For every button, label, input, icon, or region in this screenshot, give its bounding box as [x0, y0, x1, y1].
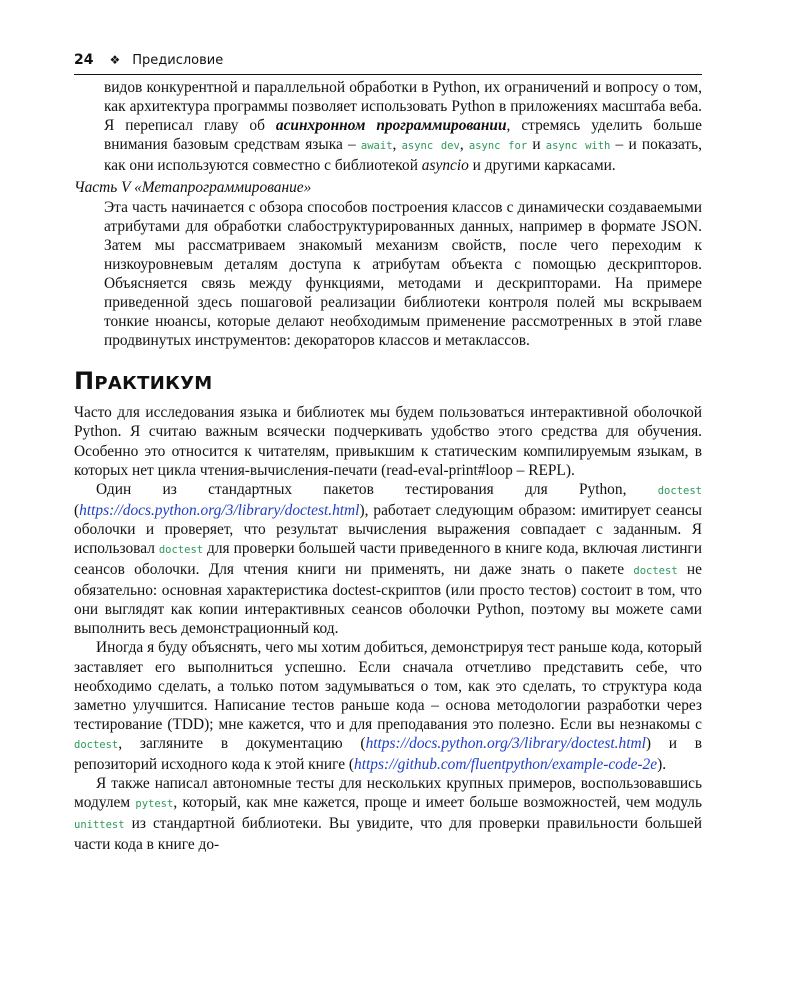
text-run: видов конкурентной и параллельной обработки в Python, их ограничений и вопросу о том, как архитектура программы позволяет использовать Python в приложениях масштаба веба. Я переписал главу об — [104, 79, 702, 135]
inline-code: await — [360, 140, 393, 153]
inline-code: async with — [545, 140, 611, 153]
text-run: ( — [74, 501, 80, 519]
part5-title: Часть V «Метапрограммирование» — [74, 179, 312, 197]
text-run: и другими каркасами. — [468, 157, 616, 175]
text-run: , загляните в документацию ( — [118, 734, 366, 752]
running-title: Предисловие — [132, 53, 224, 69]
text-run: , — [459, 136, 469, 154]
emphasis-term: асинхронном программировании — [275, 117, 507, 135]
text-run: ). — [657, 756, 667, 773]
inline-code: async for — [468, 140, 528, 153]
page-number: 24 — [74, 52, 94, 69]
running-header — [74, 50, 702, 72]
repository-link[interactable]: https://github.com/fluentpython/example-code-2e — [354, 756, 658, 773]
text-run: Я также написал автономные тесты для нескольких крупных примеров, воспользовавшись модулем — [74, 775, 702, 812]
part4-description-tail — [104, 78, 702, 175]
text-run: и — [527, 136, 546, 154]
inline-code: unittest — [74, 819, 125, 832]
inline-code: pytest — [135, 798, 174, 811]
part5-description: Эта часть начинается с обзора способов построения классов с динамически создаваемыми атрибутами для обработки слабоструктурированных данных, например в формате JSON. Затем мы рассматриваем знакомый механизм свойств, после чего переходим к низкоуровневым деталям доступа к атрибутам объекта с помощью дескрипторов. Объясняется связь между функциями, методами и дескрипторами. На примере приведенной здесь пошаговой реализации библиотеки контроля полей мы вскрываем тонкие нюансы, которые делают необходимым применение рассмотренных в этой главе продвинутых инструментов: декораторов классов и метаклассов. — [104, 198, 702, 350]
text-run: , стремясь уделить больше внимания базовым средствам языка – — [104, 117, 702, 154]
inline-code: doctest — [657, 484, 702, 497]
heading-initial: П — [74, 367, 95, 396]
paragraph-repl: Часто для исследования языка и библиотек мы будем пользоваться интерактивной оболочкой Python. Я считаю важным всячески подчеркивать удобство этого средства для обучения. Особенно это относится к читателям, привыкшим к статическим компилируемым языкам, в которых нет цикла чтения-вычисления-печати (read-eval-print#loop – REPL). — [74, 404, 702, 479]
text-run: Один из стандартных пакетов тестирования для Python, — [96, 480, 658, 498]
text-run: – и показать, как они используются совместно с библиотекой — [104, 136, 703, 175]
text-run: , — [392, 136, 402, 154]
header-rule — [74, 74, 702, 75]
text-run: ) и в репозиторий исходного кода к этой книге ( — [74, 734, 702, 773]
inline-code: doctest — [633, 565, 678, 578]
library-name: asyncio — [421, 157, 469, 175]
book-page — [74, 50, 702, 854]
text-run: не обязательно: основная характеристика doctest-скриптов (или просто тестов) состоит в том, что они выглядят как копии интерактивных сеансов оболочки Python, поэтому вы можете сами выполнить весь демонстрационный код. — [74, 561, 703, 638]
inline-code: doctest — [158, 543, 204, 556]
text-run: , который, как мне кажется, проще и имеет больше возможностей, чем модуль — [173, 794, 702, 812]
paragraph-doctest — [74, 480, 702, 639]
text-run: из стандартной библиотеки. Вы увидите, что для проверки правильности большей части кода в книге до- — [74, 815, 702, 854]
inline-code: async dev — [401, 140, 460, 153]
text-run: для проверки большей части приведенного в книге кода, включая листинги сеансов оболочки. Для чтения книги ни применять, ни даже знать о пакете — [74, 539, 702, 579]
section-heading — [74, 366, 702, 399]
text-run: Иногда я буду объяснять, чего мы хотим добиться, демонстрируя тест раньше кода, который заставляет его выполниться успешно. Если сначала отчетливо представить себе, что необходимо сделать, а только потом задумываться о том, как это сделать, то структура кода заметно улучшится. Написание тестов раньше кода – основа методологии разработки через тестирование (TDD); мне кажется, что и для преподавания это полезно. Если вы незнакомы с — [74, 639, 702, 733]
paragraph-pytest — [74, 774, 702, 854]
doctest-doc-link[interactable]: https://docs.python.org/3/library/doctest.html — [79, 501, 360, 519]
paragraph-tdd — [74, 638, 702, 774]
inline-code: doctest — [74, 738, 119, 751]
ornament-icon: ❖ — [109, 53, 121, 68]
heading-rest: РАКТИКУМ — [94, 373, 213, 395]
doctest-doc-link[interactable]: https://docs.python.org/3/library/doctest.html — [365, 734, 646, 752]
text-run: ), работает следующим образом: имитирует сеансы оболочки и проверяет, что результат вычисления выражения совпадает с заданным. Я использовал — [74, 501, 702, 557]
